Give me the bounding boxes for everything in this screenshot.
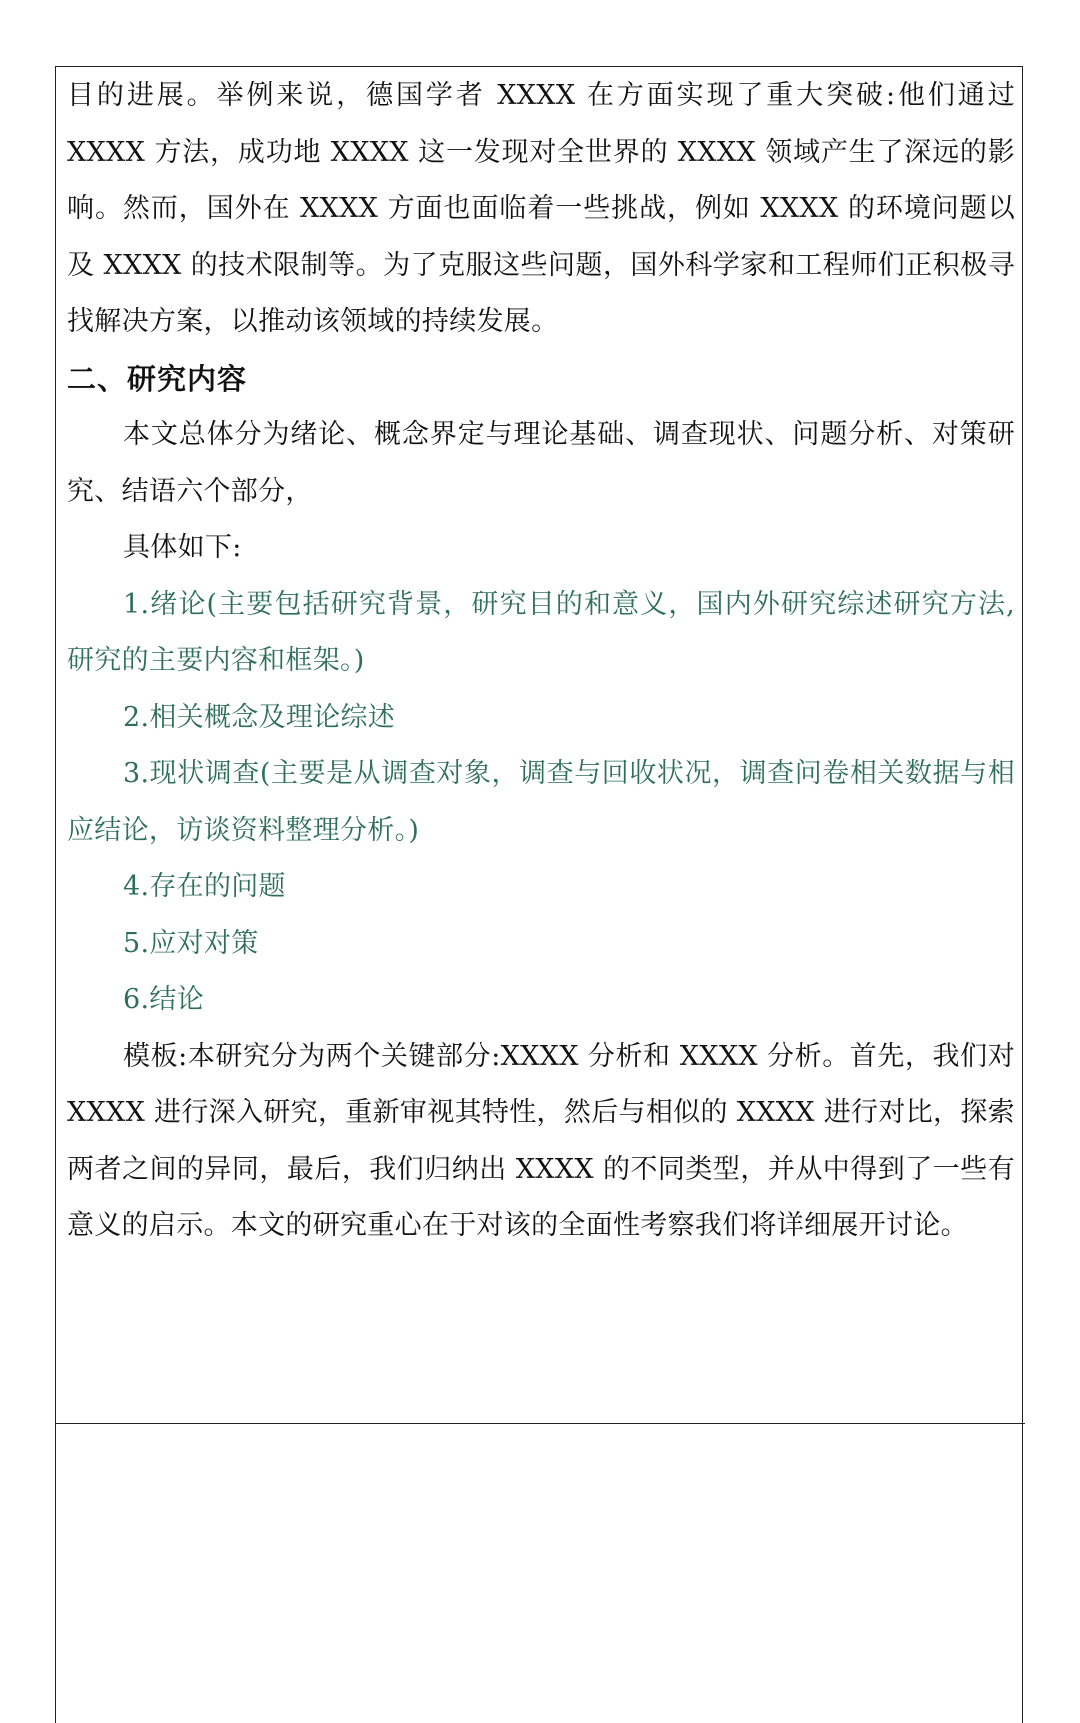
template-paragraph: 模板:本研究分为两个关键部分:XXXX 分析和 XXXX 分析。首先，我们对 XXXX 进行深入研究，重新审视其特性，然后与相似的 XXXX 进行对比，探索两者之间的异同，最后，我们归纳出 XXXX 的不同类型，并从中得到了一些有意义的启示。本文的研究重心在于对该的全面性考察我们将详细展开讨论。 bbox=[67, 1040, 1015, 1241]
outline-item-3: 3.现状调查(主要是从调查对象，调查与回收状况，调查问卷相关数据与相应结论，访谈资料整理分析。) bbox=[67, 758, 1015, 846]
outline-item-4: 4.存在的问题 bbox=[123, 871, 286, 902]
outline-item-6: 6.结论 bbox=[123, 984, 204, 1015]
intro-paragraph: 目的进展。举例来说，德国学者 XXXX 在方面实现了重大突破:他们通过 XXXX 方法，成功地 XXXX 这一发现对全世界的 XXXX 领域产生了深远的影响。然而，国外在 XXXX 方面也面临着一些挑战，例如 XXXX 的环境问题以及 XXXX 的技术限制等。为了克服这些问题，国外科学家和工程师们正积极寻找解决方案，以推动该领域的持续发展。 bbox=[67, 80, 1015, 337]
lead-in-paragraph: 具体如下: bbox=[123, 532, 242, 563]
outline-item-2: 2.相关概念及理论综述 bbox=[123, 701, 396, 733]
outline-item-5: 5.应对对策 bbox=[123, 927, 259, 959]
overview-paragraph: 本文总体分为绪论、概念界定与理论基础、调查现状、问题分析、对策研究、结语六个部分， bbox=[67, 419, 1015, 507]
frame-bottom-border bbox=[55, 1423, 1025, 1424]
document-body bbox=[67, 68, 1015, 1255]
section-heading: 二、研究内容 bbox=[67, 361, 248, 396]
outline-item-1: 1.绪论(主要包括研究背景，研究目的和意义，国内外研究综述研究方法,研究的主要内容和框架。) bbox=[67, 588, 1015, 676]
